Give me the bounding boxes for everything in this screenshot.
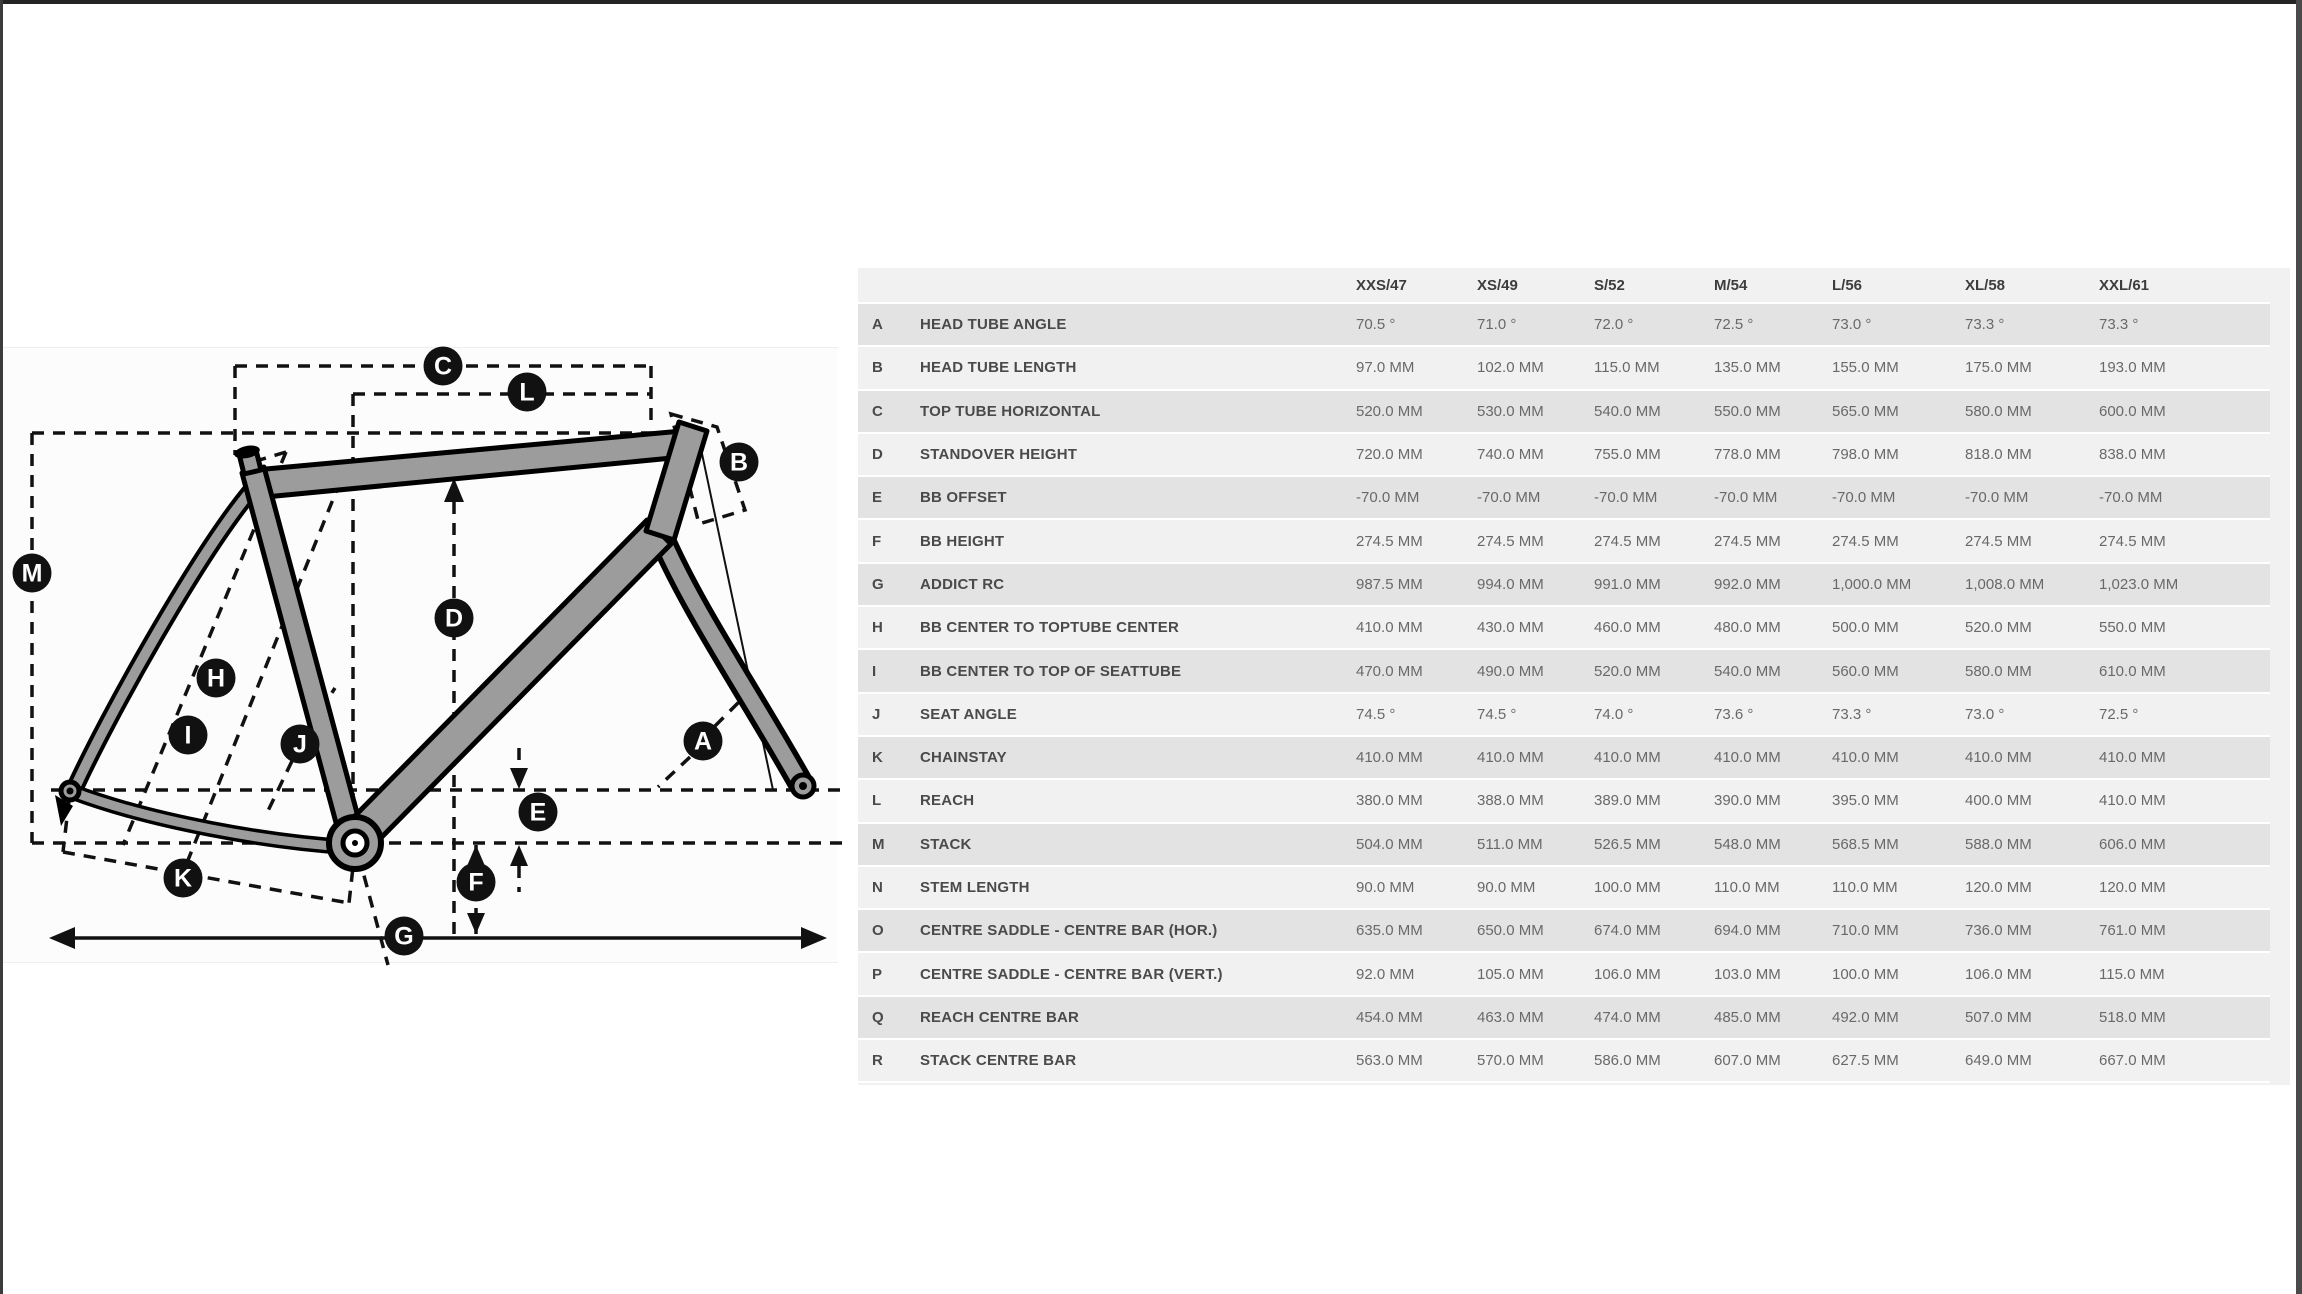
row-key: P (872, 965, 883, 983)
row-value: 92.0 MM (1356, 965, 1415, 983)
row-label: REACH CENTRE BAR (920, 1008, 1080, 1026)
row-value: 395.0 MM (1832, 792, 1899, 810)
row-value: -70.0 MM (1594, 489, 1658, 507)
row-label: CHAINSTAY (920, 749, 1007, 767)
row-value: 155.0 MM (1832, 359, 1899, 377)
row-value: 72.5 ° (2099, 705, 2139, 723)
table-row (858, 391, 2270, 434)
row-value: 1,000.0 MM (1832, 575, 1912, 593)
size-header-row (858, 268, 2270, 304)
row-label: HEAD TUBE ANGLE (920, 316, 1067, 334)
row-value: -70.0 MM (1356, 489, 1420, 507)
row-value: 548.0 MM (1714, 835, 1781, 853)
row-value: 100.0 MM (1832, 965, 1899, 983)
row-value: 106.0 MM (1594, 965, 1661, 983)
row-label: SEAT ANGLE (920, 705, 1018, 723)
row-value: 607.0 MM (1714, 1052, 1781, 1070)
row-value: 175.0 MM (1965, 359, 2032, 377)
row-value: 410.0 MM (1714, 749, 1781, 767)
row-value: 627.5 MM (1832, 1052, 1899, 1070)
row-value: 400.0 MM (1965, 792, 2032, 810)
marker-letter: J (293, 730, 307, 759)
chainstay-line (63, 852, 349, 903)
row-value: 520.0 MM (1356, 402, 1423, 420)
row-key: C (872, 402, 883, 420)
row-key: N (872, 879, 883, 896)
row-label: BB CENTER TO TOP OF SEATTUBE (920, 662, 1182, 680)
row-value: 667.0 MM (2099, 1052, 2166, 1070)
diagram-marker-G (385, 917, 424, 956)
diagram-marker-C (424, 347, 463, 386)
row-key: D (872, 446, 883, 464)
row-value: 72.0 ° (1594, 316, 1634, 334)
marker-letter: A (693, 727, 713, 756)
table-row (858, 694, 2270, 737)
row-value: 410.0 MM (2099, 792, 2166, 810)
row-value: 73.3 ° (1965, 316, 2005, 334)
marker-letter: G (394, 922, 414, 951)
row-value: 274.5 MM (1356, 532, 1423, 550)
row-key: I (872, 662, 877, 680)
bike-geometry-diagram (3, 330, 848, 975)
row-value: 500.0 MM (1832, 619, 1899, 637)
row-value: 490.0 MM (1477, 662, 1544, 680)
marker-letter: L (519, 378, 535, 407)
row-value: 106.0 MM (1965, 965, 2032, 983)
row-value: 610.0 MM (2099, 662, 2166, 680)
row-value: 565.0 MM (1832, 402, 1899, 420)
table-row (858, 650, 2270, 693)
diagram-marker-A (684, 722, 723, 761)
row-value: 736.0 MM (1965, 922, 2032, 940)
row-value: 73.0 ° (1965, 705, 2005, 723)
row-value: 380.0 MM (1356, 792, 1423, 810)
row-value: 100.0 MM (1594, 879, 1661, 896)
row-value: 580.0 MM (1965, 662, 2032, 680)
row-value: 97.0 MM (1356, 359, 1415, 377)
row-value: 73.3 ° (2099, 316, 2139, 334)
table-row (858, 304, 2270, 347)
row-value: 90.0 MM (1356, 879, 1415, 896)
row-value: 778.0 MM (1714, 446, 1781, 464)
row-value: 430.0 MM (1477, 619, 1544, 637)
table-row (858, 520, 2270, 563)
row-key: R (872, 1052, 883, 1070)
row-value: 550.0 MM (1714, 402, 1781, 420)
row-value: 540.0 MM (1594, 402, 1661, 420)
row-key: J (872, 705, 881, 723)
table-row (858, 607, 2270, 650)
row-value: 755.0 MM (1594, 446, 1661, 464)
row-key: E (872, 489, 883, 507)
marker-letter: E (529, 798, 547, 827)
row-value: 520.0 MM (1965, 619, 2032, 637)
row-value: 74.5 ° (1356, 705, 1396, 723)
table-row (858, 347, 2270, 390)
row-value: 740.0 MM (1477, 446, 1544, 464)
row-value: -70.0 MM (1832, 489, 1896, 507)
row-key: G (872, 575, 884, 593)
row-value: 674.0 MM (1594, 922, 1661, 940)
row-value: 600.0 MM (2099, 402, 2166, 420)
row-value: 580.0 MM (1965, 402, 2032, 420)
row-key: H (872, 619, 883, 637)
table-row (858, 477, 2270, 520)
row-value: 274.5 MM (1832, 532, 1899, 550)
row-value: 71.0 ° (1477, 316, 1517, 334)
row-value: 74.0 ° (1594, 705, 1634, 723)
row-value: -70.0 MM (2099, 489, 2163, 507)
row-value: 994.0 MM (1477, 575, 1544, 593)
table-row (858, 434, 2270, 477)
row-value: 274.5 MM (2099, 532, 2166, 550)
table-row (858, 824, 2270, 867)
row-value: 649.0 MM (1965, 1052, 2032, 1070)
row-value: 588.0 MM (1965, 835, 2032, 853)
row-value: 73.6 ° (1714, 705, 1754, 723)
table-row (858, 737, 2270, 780)
size-header-cell: XXL/61 (2099, 276, 2150, 294)
row-label: CENTRE SADDLE - CENTRE BAR (HOR.) (920, 922, 1218, 940)
row-value: 74.5 ° (1477, 705, 1517, 723)
row-label: STACK (920, 835, 972, 853)
row-value: 526.5 MM (1594, 835, 1661, 853)
row-value: 540.0 MM (1714, 662, 1781, 680)
row-key: M (872, 835, 885, 853)
row-label: HEAD TUBE LENGTH (920, 359, 1077, 377)
row-value: 563.0 MM (1356, 1052, 1423, 1070)
row-value: 410.0 MM (1832, 749, 1899, 767)
row-value: 492.0 MM (1832, 1008, 1899, 1026)
window-top-border (0, 0, 2302, 4)
row-value: 650.0 MM (1477, 922, 1544, 940)
diagram-marker-B (720, 443, 759, 482)
row-value: 110.0 MM (1832, 879, 1898, 896)
marker-letter: F (468, 868, 484, 897)
row-value: 818.0 MM (1965, 446, 2032, 464)
size-header-cell: XL/58 (1965, 276, 2006, 294)
row-value: 992.0 MM (1714, 575, 1781, 593)
diagram-marker-J (281, 725, 320, 764)
row-value: 586.0 MM (1594, 1052, 1661, 1070)
row-value: 110.0 MM (1714, 879, 1780, 896)
table-row (858, 953, 2270, 996)
row-value: 72.5 ° (1714, 316, 1754, 334)
marker-letter: B (729, 448, 749, 477)
row-label: ADDICT RC (920, 575, 1005, 593)
row-value: 991.0 MM (1594, 575, 1661, 593)
row-value: 511.0 MM (1477, 835, 1543, 853)
row-key: B (872, 359, 883, 377)
row-value: 470.0 MM (1356, 662, 1423, 680)
row-value: 274.5 MM (1965, 532, 2032, 550)
marker-letter: D (444, 604, 464, 633)
row-label: STACK CENTRE BAR (920, 1052, 1077, 1070)
top-tube (255, 430, 693, 498)
table-row (858, 780, 2270, 823)
row-value: 530.0 MM (1477, 402, 1544, 420)
row-value: 606.0 MM (2099, 835, 2166, 853)
diagram-marker-H (197, 659, 236, 698)
row-value: 560.0 MM (1832, 662, 1899, 680)
row-label: REACH (920, 792, 975, 810)
table-row (858, 1040, 2270, 1083)
row-value: 410.0 MM (1965, 749, 2032, 767)
marker-letter: C (433, 352, 453, 381)
row-value: 103.0 MM (1714, 965, 1781, 983)
row-key: F (872, 532, 882, 550)
row-key: Q (872, 1008, 884, 1026)
geometry-table (858, 268, 2270, 1083)
row-value: 102.0 MM (1477, 359, 1544, 377)
row-value: 410.0 MM (1477, 749, 1544, 767)
row-value: 987.5 MM (1356, 575, 1423, 593)
row-value: 463.0 MM (1477, 1008, 1544, 1026)
row-value: 389.0 MM (1594, 792, 1661, 810)
row-value: 73.0 ° (1832, 316, 1872, 334)
row-value: 105.0 MM (1477, 965, 1544, 983)
row-value: 720.0 MM (1356, 446, 1423, 464)
row-value: 761.0 MM (2099, 922, 2166, 940)
row-value: 120.0 MM (2099, 879, 2166, 896)
scrollbar[interactable] (2296, 0, 2302, 1294)
row-label: CENTRE SADDLE - CENTRE BAR (VERT.) (920, 965, 1223, 983)
diagram-marker-M (13, 554, 52, 593)
row-label: BB HEIGHT (920, 532, 1005, 550)
diagram-marker-D (435, 599, 474, 638)
row-value: 485.0 MM (1714, 1008, 1781, 1026)
row-value: 274.5 MM (1477, 532, 1544, 550)
chain-stay (73, 792, 347, 847)
diagram-marker-I (169, 716, 208, 755)
size-header-cell: L/56 (1832, 276, 1863, 294)
row-value: -70.0 MM (1477, 489, 1541, 507)
row-value: 550.0 MM (2099, 619, 2166, 637)
row-key: L (872, 792, 882, 810)
row-key: A (872, 316, 883, 334)
row-value: 120.0 MM (1965, 879, 2032, 896)
diagram-marker-E (519, 793, 558, 832)
row-value: 115.0 MM (1594, 359, 1660, 377)
table-row (858, 997, 2270, 1040)
size-header-cell: XS/49 (1477, 276, 1518, 294)
row-label: STEM LENGTH (920, 879, 1030, 896)
row-label: BB CENTER TO TOPTUBE CENTER (920, 619, 1180, 637)
row-label: BB OFFSET (920, 489, 1007, 507)
row-value: 73.3 ° (1832, 705, 1872, 723)
row-value: 507.0 MM (1965, 1008, 2032, 1026)
row-value: 460.0 MM (1594, 619, 1661, 637)
row-value: 504.0 MM (1356, 835, 1423, 853)
marker-letter: K (173, 864, 193, 893)
marker-letter: I (184, 721, 192, 750)
row-value: 115.0 MM (2099, 965, 2165, 983)
row-value: 694.0 MM (1714, 922, 1781, 940)
row-key: O (872, 922, 884, 940)
row-value: -70.0 MM (1714, 489, 1778, 507)
row-value: 388.0 MM (1477, 792, 1544, 810)
diagram-marker-K (164, 859, 203, 898)
diagram-marker-L (508, 373, 547, 412)
bike-frame-drawing (55, 422, 814, 869)
row-value: 474.0 MM (1594, 1008, 1661, 1026)
diagram-marker-F (457, 863, 496, 902)
row-value: 274.5 MM (1594, 532, 1661, 550)
row-value: 635.0 MM (1356, 922, 1423, 940)
row-value: 480.0 MM (1714, 619, 1781, 637)
row-value: 710.0 MM (1832, 922, 1899, 940)
row-value: 410.0 MM (1356, 619, 1423, 637)
row-value: 90.0 MM (1477, 879, 1536, 896)
row-value: 798.0 MM (1832, 446, 1899, 464)
table-row (858, 564, 2270, 607)
row-value: 193.0 MM (2099, 359, 2166, 377)
row-value: 570.0 MM (1477, 1052, 1544, 1070)
row-value: 410.0 MM (2099, 749, 2166, 767)
row-value: 410.0 MM (1594, 749, 1661, 767)
row-value: 274.5 MM (1714, 532, 1781, 550)
row-value: 70.5 ° (1356, 316, 1396, 334)
row-label: TOP TUBE HORIZONTAL (920, 402, 1101, 420)
table-row (858, 910, 2270, 953)
row-value: 454.0 MM (1356, 1008, 1423, 1026)
down-tube (343, 520, 671, 852)
row-value: -70.0 MM (1965, 489, 2029, 507)
size-header-cell: XXS/47 (1356, 276, 1407, 294)
row-key: K (872, 749, 883, 767)
size-header-cell: M/54 (1714, 276, 1748, 294)
row-value: 390.0 MM (1714, 792, 1781, 810)
size-header-cell: S/52 (1594, 276, 1625, 294)
row-value: 1,023.0 MM (2099, 575, 2179, 593)
row-value: 520.0 MM (1594, 662, 1661, 680)
marker-letter: H (206, 664, 226, 693)
row-value: 135.0 MM (1714, 359, 1781, 377)
row-value: 518.0 MM (2099, 1008, 2166, 1026)
row-value: 410.0 MM (1356, 749, 1423, 767)
row-value: 568.5 MM (1832, 835, 1899, 853)
row-value: 838.0 MM (2099, 446, 2166, 464)
row-value: 1,008.0 MM (1965, 575, 2045, 593)
table-row (858, 867, 2270, 910)
row-label: STANDOVER HEIGHT (920, 446, 1078, 464)
marker-letter: M (21, 559, 43, 588)
